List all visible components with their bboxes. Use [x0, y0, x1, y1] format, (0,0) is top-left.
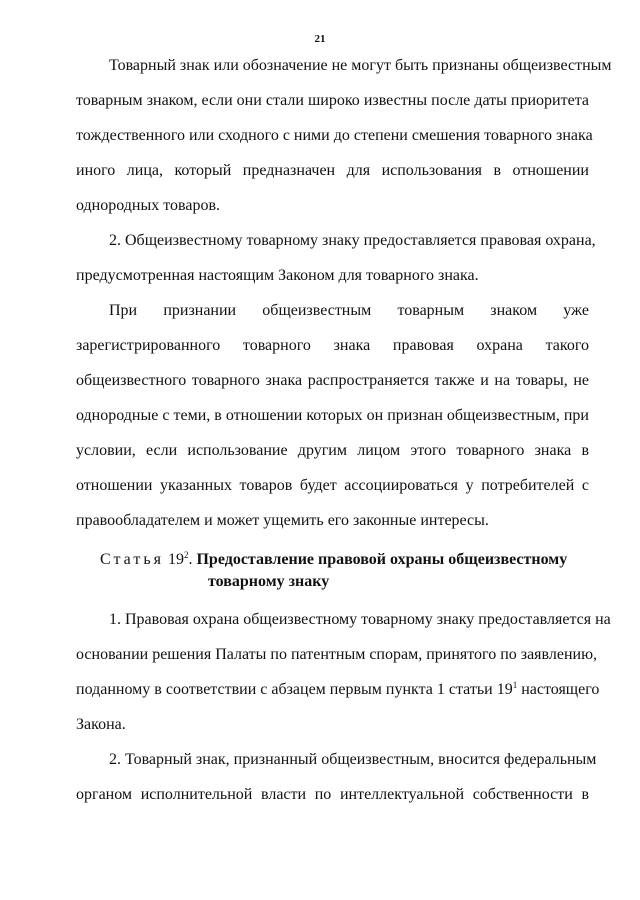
article-heading: Статья $19^2$. Предоставление правовой охраны общеизвестному товарному знаку — [76, 549, 589, 593]
text-line: органом исполнительной власти по интеллектуальной собственности в — [76, 786, 589, 803]
text-line: правообладателем и может ущемить его законные интересы. — [76, 512, 489, 529]
paragraph — [76, 602, 611, 742]
text-line: 2. Товарный знак, признанный общеизвестным, вносится федеральным — [109, 751, 597, 768]
article-number: $19^2$ — [167, 550, 189, 568]
text-line: однородных товаров. — [76, 197, 221, 214]
text-line: товарным знаком, если они стали широко известны после даты приоритета — [76, 92, 589, 109]
text-line: Закона. — [76, 716, 126, 733]
paragraph — [76, 48, 612, 223]
page-number: 21 — [314, 33, 326, 45]
text-line: условии, если использование другим лицом этого товарного знака в — [76, 442, 589, 459]
document-body — [76, 48, 612, 812]
text-line: основании решения Палаты по патентным спорам, принятого по заявлению, — [76, 646, 598, 663]
paragraph — [76, 223, 596, 293]
text-line: При признании общеизвестным товарным знаком уже — [109, 302, 589, 319]
text-line: предусмотренная настоящим Законом для товарного знака. — [76, 267, 479, 284]
text-line: отношении указанных товаров будет ассоциироваться у потребителей с — [76, 477, 589, 494]
text-line: иного лица, который предназначен для использования в отношении — [76, 162, 589, 179]
text-line-with-reference: поданному в соответствии с абзацем первым пункта 1 статьи $19^1$ настоящего — [76, 680, 600, 698]
text-line: однородные с теми, в отношении которых он признан общеизвестным, при — [76, 407, 589, 424]
text-line: зарегистрированного товарного знака правовая охрана такого — [76, 337, 589, 354]
article-title: Предоставление правовой охраны общеизвестному — [196, 551, 568, 568]
paragraph — [76, 293, 589, 538]
article-title-continued: товарному знаку — [208, 573, 330, 590]
text-line: общеизвестного товарного знака распространяется также и на товары, не — [76, 372, 589, 389]
article-word: Статья — [100, 551, 164, 568]
text-line: 1. Правовая охрана общеизвестному товарному знаку предоставляется на — [109, 611, 611, 628]
text-line: тождественного или сходного с ними до степени смешения товарного знака — [76, 127, 593, 144]
text-line: 2. Общеизвестному товарному знаку предоставляется правовая охрана, — [109, 232, 596, 249]
paragraph — [76, 742, 597, 812]
text-line: Товарный знак или обозначение не могут быть признаны общеизвестным — [109, 57, 612, 74]
